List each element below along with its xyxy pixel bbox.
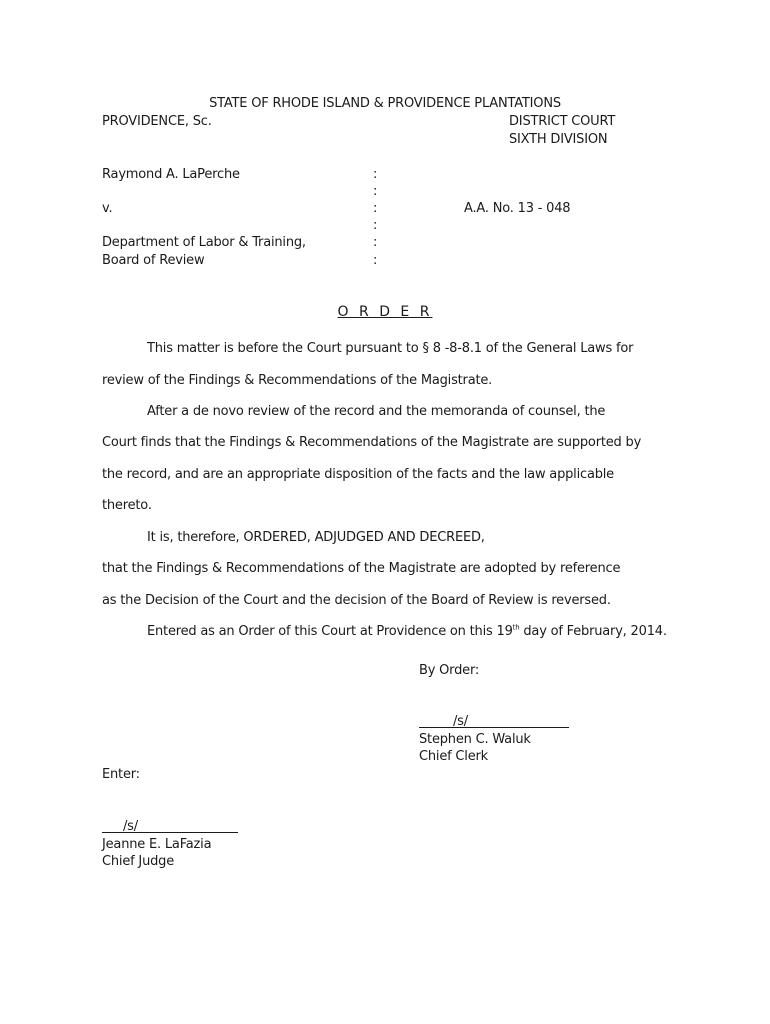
venue-label: PROVIDENCE, Sc. (102, 114, 212, 129)
caption-colon: : (373, 235, 378, 250)
order-title: O R D E R (337, 304, 433, 320)
court-label: DISTRICT COURT (509, 114, 616, 129)
enter-label: Enter: (102, 767, 140, 782)
clerk-signature: /s/ (453, 714, 468, 729)
state-heading: STATE OF RHODE ISLAND & PROVIDENCE PLANTATIONS (209, 96, 561, 111)
caption-colon: : (373, 167, 378, 182)
body-line: thereto. (102, 498, 152, 513)
judge-signature: /s/ (123, 819, 138, 834)
defendant-line-2: Board of Review (102, 253, 205, 268)
case-number: A.A. No. 13 - 048 (464, 201, 571, 216)
body-line: the record, and are an appropriate disposition of the facts and the law applicable (102, 467, 614, 482)
clerk-signature-line (419, 711, 569, 728)
by-order-label: By Order: (419, 663, 480, 678)
clerk-title: Chief Clerk (419, 749, 488, 764)
judge-name: Jeanne E. LaFazia (102, 837, 212, 852)
ordinal-suffix: th (512, 623, 520, 632)
plaintiff-name: Raymond A. LaPerche (102, 167, 240, 182)
caption-colon: : (373, 218, 378, 233)
caption-colon: : (373, 184, 378, 199)
body-line: After a de novo review of the record and the memoranda of counsel, the (147, 404, 606, 419)
versus-label: v. (102, 201, 113, 216)
judge-signature-line (102, 816, 238, 833)
entered-date: day of February, 2014. (519, 624, 667, 639)
entered-text: Entered as an Order of this Court at Providence on this 19 (147, 624, 513, 639)
body-line: that the Findings & Recommendations of the Magistrate are adopted by reference (102, 561, 621, 576)
caption-colon: : (373, 253, 378, 268)
body-line: as the Decision of the Court and the decision of the Board of Review is reversed. (102, 593, 611, 608)
division-label: SIXTH DIVISION (509, 132, 608, 147)
caption-colon: : (373, 201, 378, 216)
clerk-name: Stephen C. Waluk (419, 732, 531, 747)
judge-title: Chief Judge (102, 854, 175, 869)
body-line: Court finds that the Findings & Recommendations of the Magistrate are supported by (102, 435, 642, 450)
entered-line (147, 623, 667, 640)
body-line: It is, therefore, ORDERED, ADJUDGED AND DECREED, (147, 530, 485, 545)
defendant-line-1: Department of Labor & Training, (102, 235, 306, 250)
body-line: review of the Findings & Recommendations of the Magistrate. (102, 373, 493, 388)
body-line: This matter is before the Court pursuant to § 8 -8-8.1 of the General Laws for (147, 341, 634, 356)
